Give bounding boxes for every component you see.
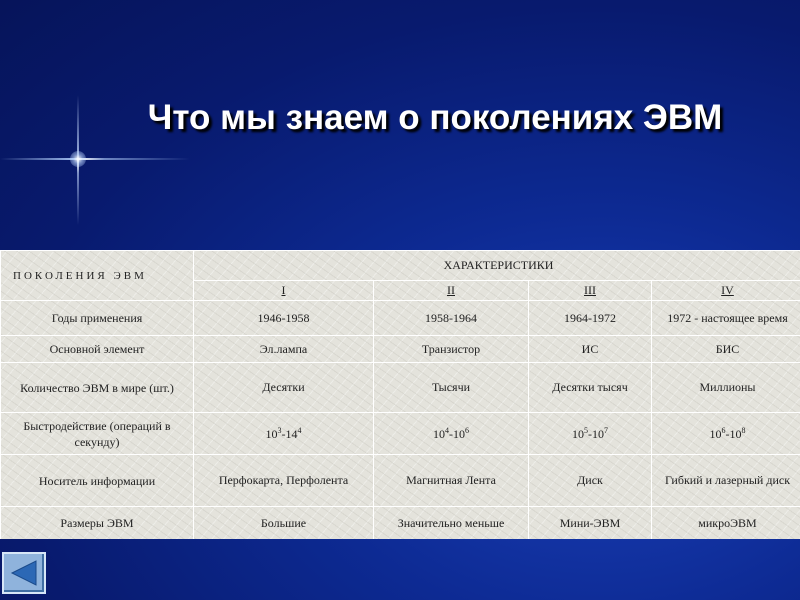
generations-table [0,250,800,539]
row-label: Годы применения [1,301,194,336]
table-row-element [1,336,800,363]
table-cell-speed: $10^6-10^8$ [652,413,800,455]
table-cell: 1946-1958 [194,301,374,336]
table-row-size [1,507,800,540]
table-cell: 1972 - настоящее время [652,301,800,336]
row-label: Быстродействие (операций в секунду) [1,413,194,455]
table-cell: микроЭВМ [652,507,800,540]
table-cell: Мини-ЭВМ [529,507,652,540]
table-cell: Миллионы [652,363,800,413]
table-cell: БИС [652,336,800,363]
table-cell: 1958-1964 [374,301,529,336]
table-cell: Магнитная Лента [374,455,529,507]
row-label: Носитель информации [1,455,194,507]
back-nav-button[interactable] [2,552,46,594]
corner-header: ПОКОЛЕНИЯ ЭВМ [1,251,194,301]
table-cell: Диск [529,455,652,507]
table-cell: Перфокарта, Перфолента [194,455,374,507]
light-flare-horizontal [0,158,190,160]
table-row-years [1,301,800,336]
table-cell: Тысячи [374,363,529,413]
table-row-speed [1,413,800,455]
table-cell: 1964-1972 [529,301,652,336]
table-row-storage [1,455,800,507]
table-row-count [1,363,800,413]
generations-table-panel [0,250,800,539]
slide-title: Что мы знаем о поколениях ЭВМ [147,98,723,137]
generation-header-3: III [529,281,652,301]
light-flare-center [70,151,86,167]
generation-header-1: I [194,281,374,301]
row-label: Основной элемент [1,336,194,363]
table-cell: Транзистор [374,336,529,363]
table-cell-speed: $10^3-14^4$ [194,413,374,455]
characteristics-header: ХАРАКТЕРИСТИКИ [194,251,800,281]
table-cell: ИС [529,336,652,363]
generation-header-4: IV [652,281,800,301]
table-cell: Эл.лампа [194,336,374,363]
generation-header-2: II [374,281,529,301]
triangle-left-icon [10,560,38,586]
row-label: Количество ЭВМ в мире (шт.) [1,363,194,413]
table-cell: Десятки тысяч [529,363,652,413]
table-cell: Большие [194,507,374,540]
table-cell: Десятки [194,363,374,413]
table-cell: Гибкий и лазерный диск [652,455,800,507]
table-cell: Значительно меньше [374,507,529,540]
table-cell-speed: $10^5-10^7$ [529,413,652,455]
table-cell-speed: $10^4-10^6$ [374,413,529,455]
row-label: Размеры ЭВМ [1,507,194,540]
